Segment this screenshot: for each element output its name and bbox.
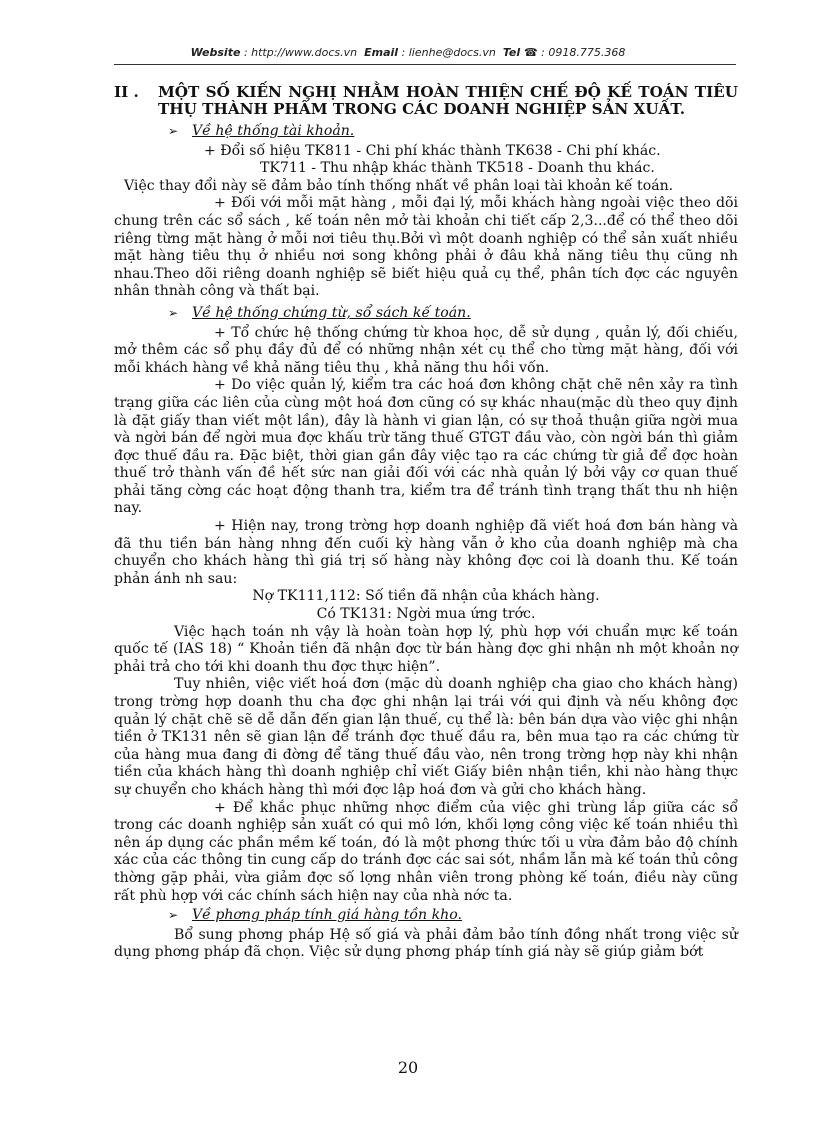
- subsection-label: Về phơng pháp tính giá hàng tồn kho.: [192, 907, 462, 924]
- tel-label: Tel ☎: [502, 46, 538, 59]
- arrow-bullet-icon: ➢: [168, 305, 179, 320]
- tel-value: : 0918.775.368: [541, 46, 626, 59]
- header-divider: [114, 64, 736, 65]
- paragraph: + Do việc quản lý, kiểm tra các hoá đơn không chặt chẽ nên xảy ra tình trạng giữa các liên của cùng một hoá đơn cũng có sự khác nhau(mặc dù theo quy định là đặt giấy than viết một lần), đây là hành vi gian lận, có sự thoả thuận giữa ngời mua và ngời bán để ngời mua đợc khấu trừ tăng thuế GTGT đầu vào, còn ngời bán thì giảm đợc thuế đầu ra. Đặc biệt, thời gian gần đây việc tạo ra các chứng từ giả để đợc hoàn thuế trở thành vấn đề hết sức nan giải đối với các nhà quản lý bởi vậy cơ quan thuế phải tăng cờng các hoạt động thanh tra, kiểm tra để tránh tình trạng thất thu nh hiện nay.: [114, 377, 738, 517]
- paragraph: TK711 - Thu nhập khác thành TK518 - Doanh thu khác.: [260, 160, 655, 177]
- paragraph: Bổ sung phơng pháp Hệ số giá và phải đảm bảo tính đồng nhất trong việc sử dụng phơng pháp đã chọn. Việc sử dụng phơng pháp tính giá này sẽ giúp giảm bớt: [114, 926, 738, 961]
- paragraph: Tuy nhiên, việc viết hoá đơn (mặc dù doanh nghiệp cha giao cho khách hàng) trong trờng hợp doanh thu cha đợc ghi nhận lại trái với qui định và nếu không đợc quản lý chặt chẽ sẽ dễ dẫn đến gian lận thuế, cụ thể là: bên bán dựa vào việc ghi nhận tiền ở TK131 nên sẽ gian lận để tránh đợc thuế đầu ra, bên mua tạo ra các chứng từ của hàng mua đang đi đờng để tăng thuế đầu vào, nên trong trờng hợp này khi nhận tiền của khách hàng thì doanh nghiệp chỉ viết Giấy biên nhận tiền, khi nào hàng thực sự chuyển cho khách hàng thì mới đợc lập hoá đơn và gửi cho khách hàng.: [114, 676, 738, 798]
- page-header: [0, 46, 816, 59]
- paragraph: + Để khắc phục những nhợc điểm của việc ghi trùng lắp giữa các sổ trong các doanh nghiệp sản xuất có qui mô lớn, khối lợng công việc kế toán nhiều thì nên áp dụng các phần mềm kế toán, đó là một phơng thức tối u vừa đảm bảo độ chính xác của các thông tin cung cấp do tránh đợc các sai sót, nhầm lẫn mà kế toán thủ công thờng gặp phải, vừa giảm đợc số lợng nhân viên trong phòng kế toán, điều này cũng rất phù hợp với các chính sách hiện nay của nhà nớc ta.: [114, 799, 738, 904]
- website-value: : http://www.docs.vn: [243, 46, 358, 59]
- page-body: [114, 84, 738, 962]
- paragraph: + Đổi số hiệu TK811 - Chi phí khác thành TK638 - Chi phí khác.: [204, 142, 661, 159]
- paragraph: Việc hạch toán nh vậy là hoàn toàn hợp lý, phù hợp với chuẩn mực kế toán quốc tế (IAS 18) “ Khoản tiền đã nhận đợc từ bán hàng đợc ghi nhận nh một khoản nợ phải trả cho tới khi doanh thu đợc thực hiện”.: [114, 623, 738, 675]
- section-title: MỘT SỐ KIẾN NGHỊ NHẰM HOÀN THIỆN CHẾ ĐỘ KẾ TOÁN TIÊU THỤ THÀNH PHẨM TRONG CÁC DOANH NGHIỆP SẢN XUẤT.: [158, 83, 738, 118]
- page-number: 20: [397, 1058, 419, 1077]
- arrow-bullet-icon: ➢: [168, 124, 179, 138]
- paragraph: Việc thay đổi này sẽ đảm bảo tính thống nhất về phân loại tài khoản kế toán.: [124, 177, 674, 194]
- paragraph: + Hiện nay, trong trờng hợp doanh nghiệp đã viết hoá đơn bán hàng và đã thu tiền bán hàng nhng đến cuối kỳ hàng vẫn ở kho của doanh nghiệp mà cha chuyển cho khách hàng thì giá trị số hàng này không đợc coi là doanh thu. Kế toán phản ánh nh sau:: [114, 518, 738, 587]
- section-heading: [114, 84, 738, 118]
- paragraph: + Đối với mỗi mặt hàng , mỗi đại lý, mỗi khách hàng ngoài việc theo dõi chung trên các sổ sách , kế toán nên mở tài khoản chi tiết cấp 2,3...để có thể theo dõi riêng từng mặt hàng ở mỗi nơi tiêu thụ.Bởi vì một doanh nghiệp có thể sản xuất nhiều mặt hàng tiêu thụ ở nhiều nơi song không phải ở đâu khả năng tiêu thụ cũng nh nhau.Theo dõi riêng doanh nghiệp sẽ biết hiệu quả cụ thể, phân tích đợc các nguyên nhân thnàh công và thất bại.: [114, 195, 738, 300]
- paragraph: + Tổ chức hệ thống chứng từ khoa học, dễ sử dụng , quản lý, đối chiếu, mở thêm các sổ phụ đầy đủ để có những nhận xét cụ thể cho từng mặt hàng, đối với mỗi khách hàng về khả năng tiêu thụ , khả năng thu hồi vốn.: [114, 324, 738, 376]
- subsection-heading: [168, 305, 738, 323]
- website-label: Website: [190, 46, 241, 59]
- arrow-bullet-icon: ➢: [168, 908, 179, 923]
- subsection-label: Về hệ thống tài khoản.: [192, 123, 355, 139]
- email-value: : lienhe@docs.vn: [401, 46, 496, 59]
- journal-entry: Có TK131: Ngời mua ứng trớc.: [316, 606, 536, 623]
- subsection-heading: [168, 907, 738, 925]
- email-label: Email: [364, 46, 399, 59]
- subsection-label: Về hệ thống chứng từ, sổ sách kế toán.: [192, 304, 471, 321]
- journal-entry: Nợ TK111,112: Số tiền đã nhận của khách hàng.: [252, 588, 600, 605]
- subsection-heading: [168, 123, 738, 141]
- section-number: II .: [114, 83, 139, 101]
